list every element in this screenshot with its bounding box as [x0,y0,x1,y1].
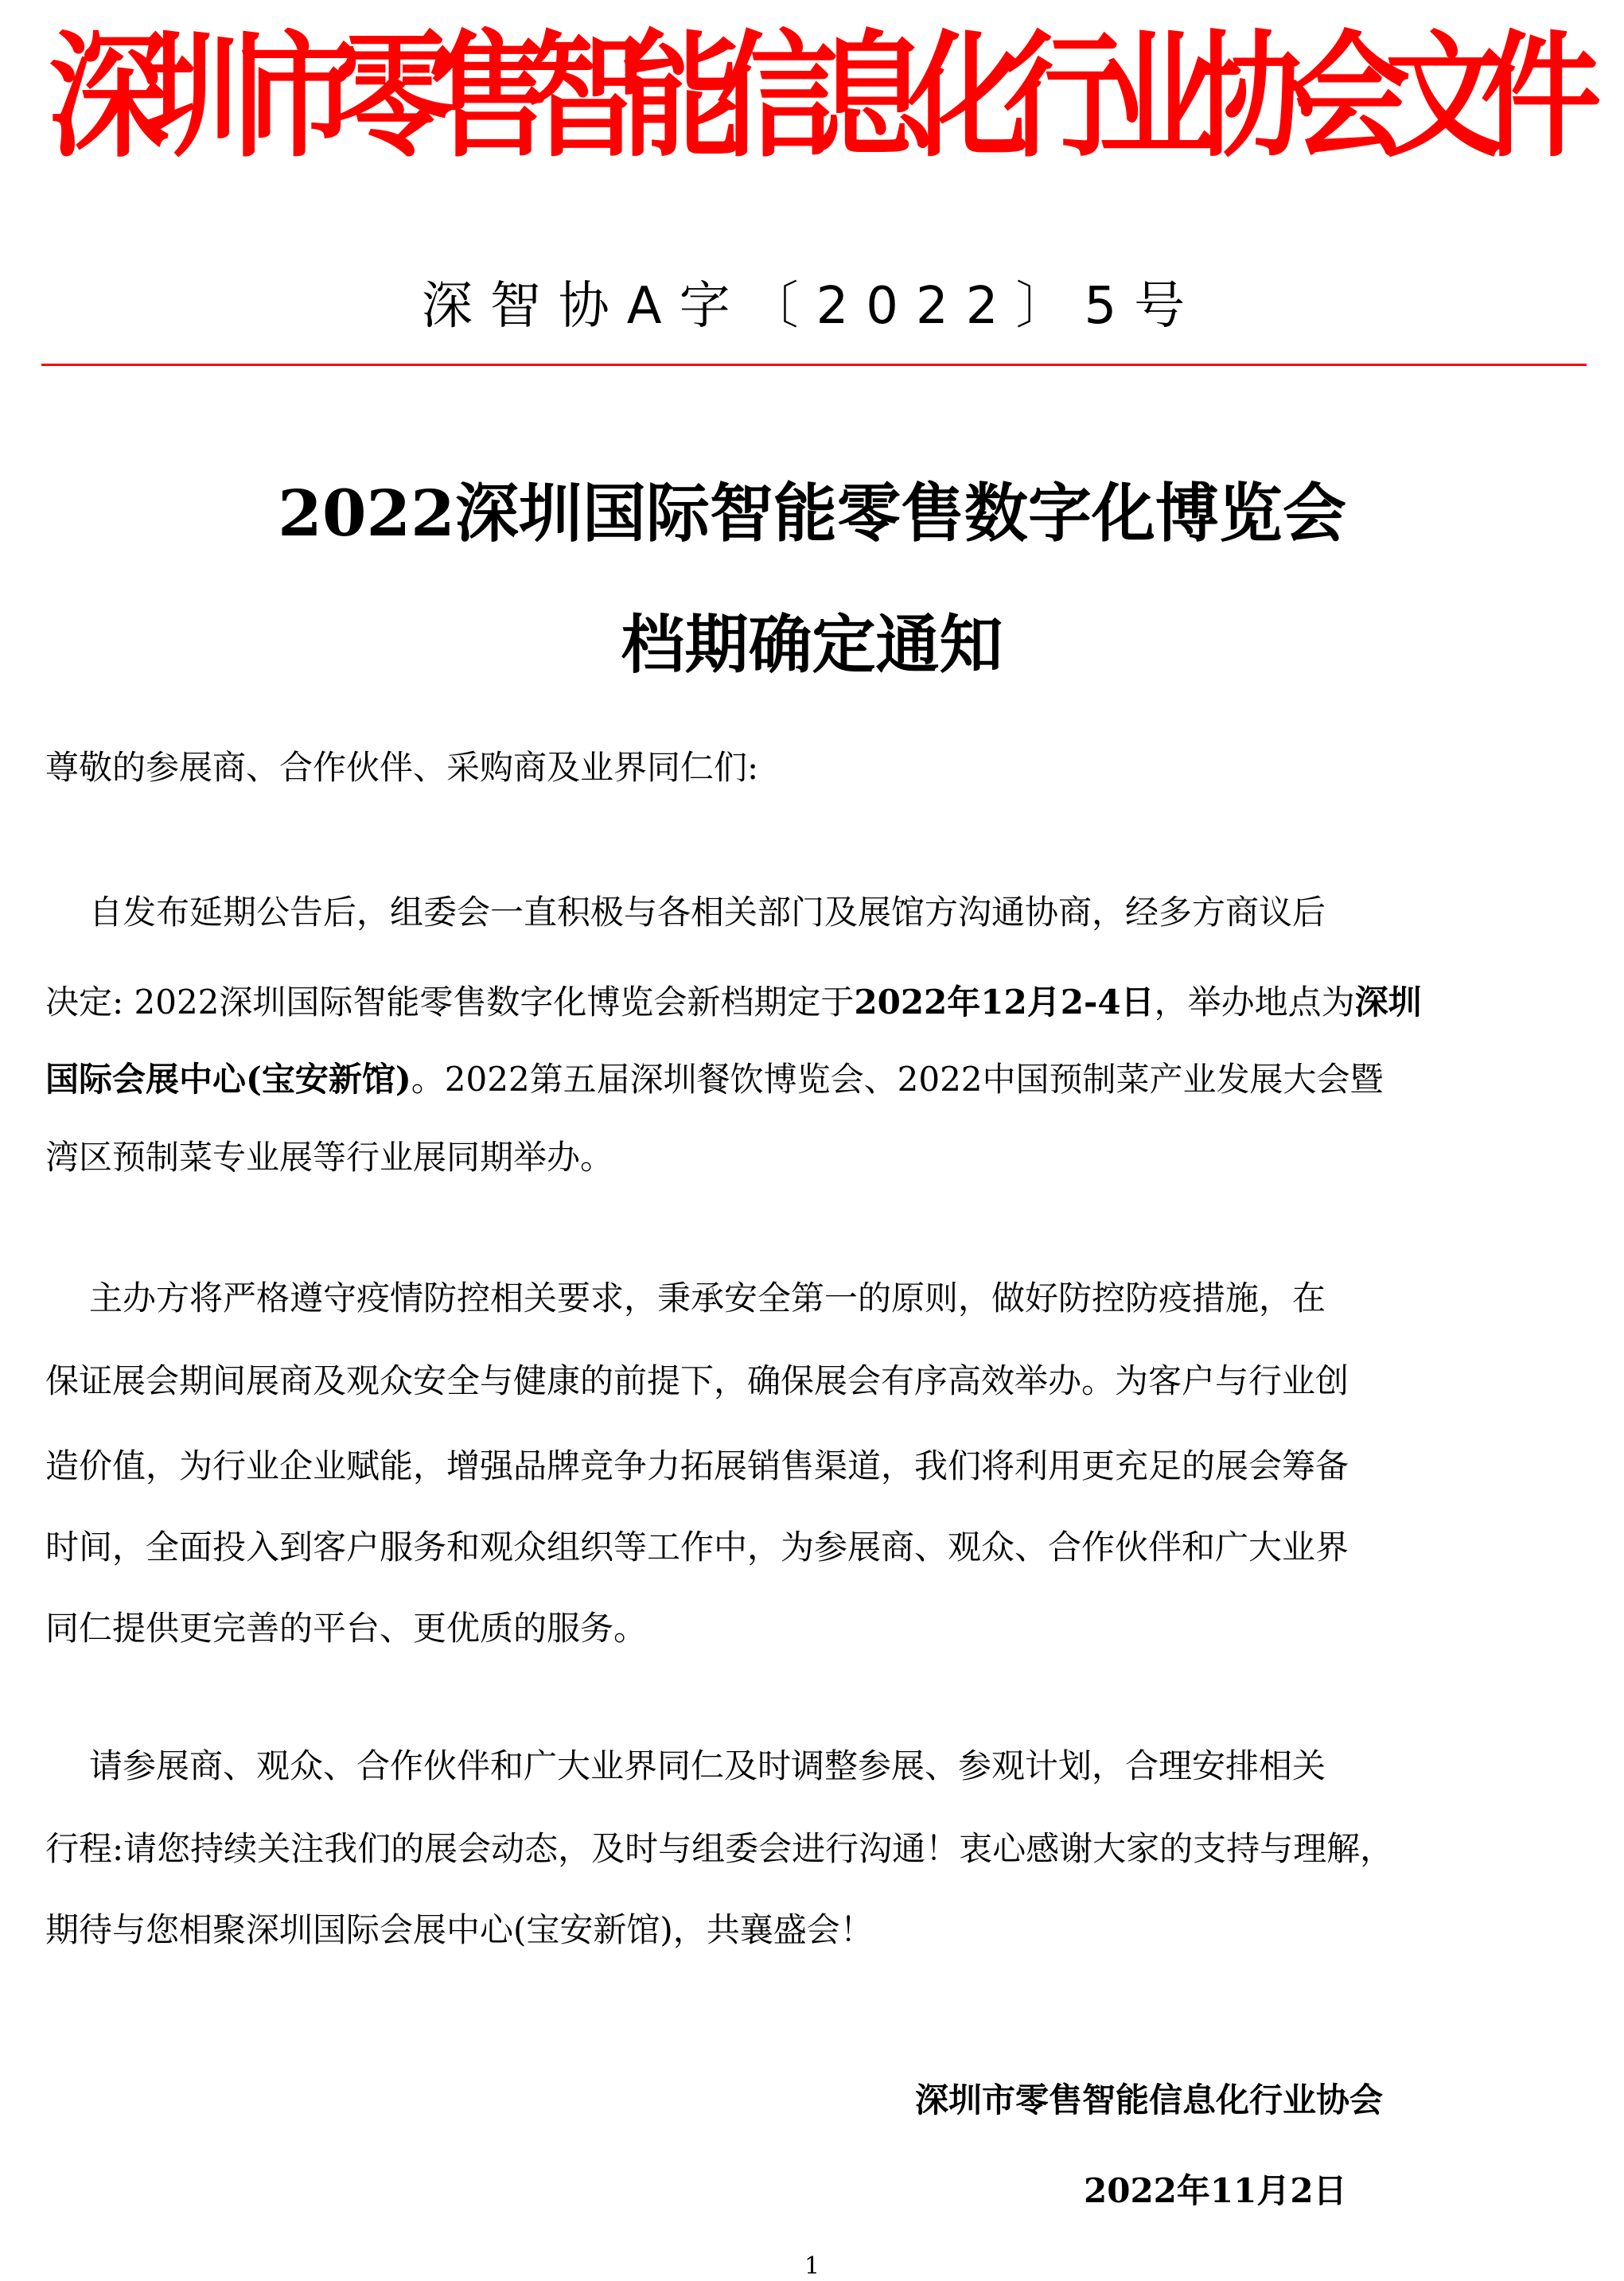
venue-name-part-1: 深圳 [1354,983,1422,1022]
paragraph-2-line-3: 造价值，为行业企业赋能，增强品牌竞争力拓展销售渠道，我们将利用更充足的展会筹备 [45,1446,1349,1485]
paragraph-2-line-2: 保证展会期间展商及观众安全与健康的前提下，确保展会有序高效举办。为客户与行业创 [45,1361,1349,1400]
paragraph-1-line-3-text: 。2022第五届深圳餐饮博览会、2022中国预制菜产业发展大会暨 [411,1060,1384,1099]
header-divider [41,364,1587,366]
signatory-organization: 深圳市零售智能信息化行业协会 [915,2081,1384,2119]
paragraph-1-line-2 [45,979,1422,1026]
notice-title-line-2: 档期确定通知 [621,607,1003,682]
paragraph-2-line-1: 主办方将严格遵守疫情防控相关要求，秉承安全第一的原则，做好防控防疫措施，在 [89,1279,1326,1318]
paragraph-1-line-3 [45,1056,1384,1104]
exhibition-date: 2022年12月2-4日 [854,983,1155,1022]
paragraph-2-line-5: 同仁提供更完善的平台、更优质的服务。 [45,1609,648,1648]
document-number: 深智协A字〔2022〕5号 [421,277,1203,336]
paragraph-1-line-2-text: 决定: 2022深圳国际智能零售数字化博览会新档期定于 [45,983,855,1022]
paragraph-1-line-4: 湾区预制菜专业展等行业展同期举办。 [45,1138,614,1177]
document-header-title: 深圳市零售智能信息化行业协会文件 [48,16,1576,176]
venue-name-part-2: 国际会展中心(宝安新馆) [45,1060,411,1099]
paragraph-2-line-4: 时间，全面投入到客户服务和观众组织等工作中，为参展商、观众、合作伙伴和广大业界 [45,1528,1349,1567]
paragraph-1-line-2-mid: ，举办地点为 [1154,983,1355,1022]
paragraph-1-line-1: 自发布延期公告后，组委会一直积极与各相关部门及展馆方沟通协商，经多方商议后 [89,893,1326,932]
paragraph-3-line-3: 期待与您相聚深圳国际会展中心(宝安新馆)，共襄盛会！ [45,1910,874,1949]
page-number: 1 [804,2252,820,2280]
salutation: 尊敬的参展商、合作伙伴、采购商及业界同仁们: [45,748,759,787]
paragraph-3-line-1: 请参展商、观众、合作伙伴和广大业界同仁及时调整参展、参观计划，合理安排相关 [89,1746,1326,1785]
paragraph-3-line-2: 行程:请您持续关注我们的展会动态，及时与组委会进行沟通！衷心感谢大家的支持与理解， [45,1829,1394,1868]
notice-title-line-1: 2022深圳国际智能零售数字化博览会 [278,476,1346,551]
issue-date: 2022年11月2日 [1084,2171,1347,2210]
